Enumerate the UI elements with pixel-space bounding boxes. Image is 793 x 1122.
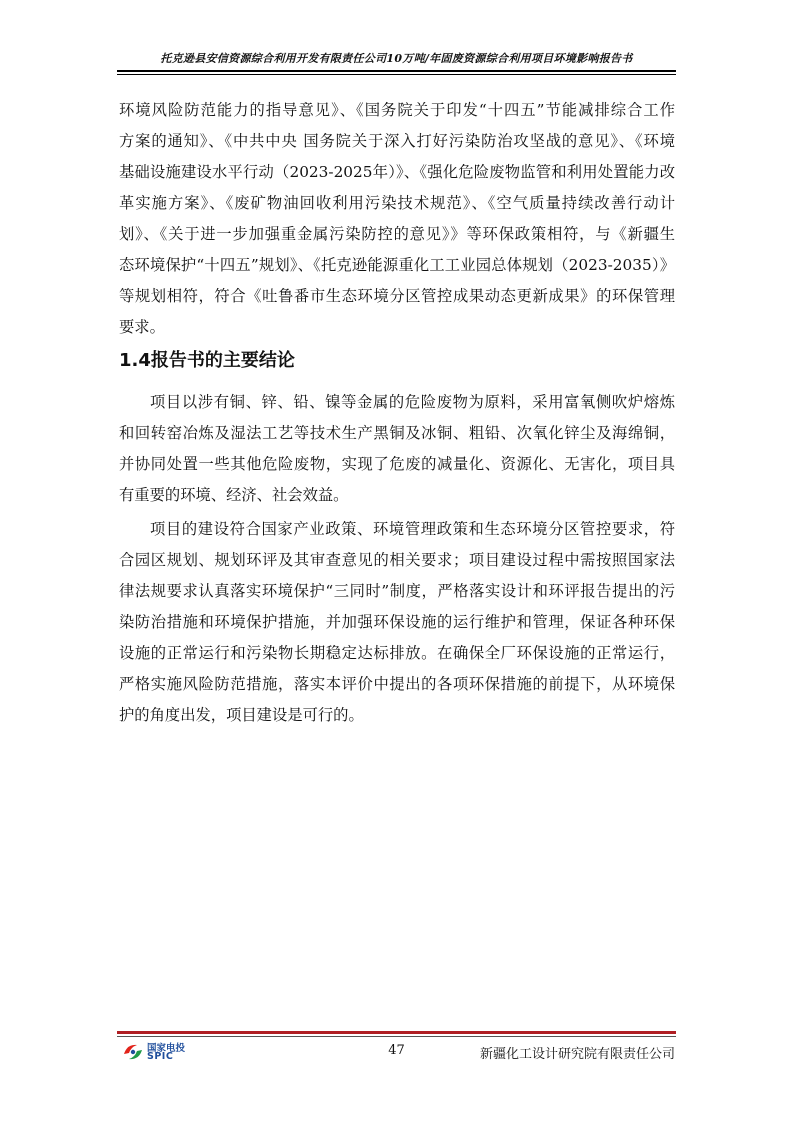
- header-divider-thin: [117, 74, 676, 75]
- logo-text-cn: 国家电投: [147, 1043, 186, 1054]
- intro-line: 等规划相符，符合《吐鲁番市生态环境分区管控成果动态更新成果》的环保管理: [119, 287, 675, 305]
- section-heading: 1.4报告书的主要结论: [119, 350, 295, 371]
- intro-line: 要求。: [119, 318, 165, 336]
- conclusion-paragraph-2: [119, 514, 675, 731]
- page-number: 47: [388, 1043, 405, 1058]
- intro-line: 基础设施建设水平行动（2023-2025年）》、《强化危险废物监管和利用处置能力改: [119, 163, 675, 181]
- intro-line: 革实施方案》、《废矿物油回收利用污染技术规范》、《空气质量持续改善行动计: [119, 194, 675, 212]
- logo-text-en: SPIC: [147, 1051, 174, 1062]
- running-header-title: 托克逊县安信资源综合利用开发有限责任公司10万吨/年固废资源综合利用项目环境影响报告书: [160, 52, 633, 65]
- footer-organization: 新疆化工设计研究院有限责任公司: [479, 1047, 675, 1062]
- footer-divider-red: [117, 1031, 676, 1034]
- intro-line: 态环境保护“十四五”规划》、《托克逊能源重化工工业园总体规划（2023-2035）》: [119, 256, 675, 274]
- paragraph-line: 项目的建设符合国家产业政策、环境管理政策和生态环境分区管控要求，符: [150, 520, 675, 538]
- header-divider-thick: [117, 70, 676, 72]
- footer-divider-thin: [117, 1036, 676, 1037]
- paragraph-line: 设施的正常运行和污染物长期稳定达标排放。在确保全厂环保设施的正常运行，: [119, 644, 675, 662]
- paragraph-line: 染防治措施和环境保护措施，并加强环保设施的运行维护和管理，保证各种环保: [119, 613, 675, 631]
- paragraph-line: 和回转窑冶炼及湿法工艺等技术生产黑铜及冰铜、粗铅、次氧化锌尘及海绵铜，: [119, 424, 675, 442]
- intro-line: 方案的通知》、《中共中央 国务院关于深入打好污染防治攻坚战的意见》、《环境: [119, 132, 675, 150]
- intro-paragraph: [119, 95, 675, 343]
- conclusion-paragraph-1: [119, 387, 675, 511]
- paragraph-line: 有重要的环境、经济、社会效益。: [119, 486, 349, 504]
- paragraph-line: 护的角度出发，项目建设是可行的。: [119, 706, 364, 724]
- paragraph-line: 律法规要求认真落实环境保护“三同时”制度，严格落实设计和环评报告提出的污: [119, 582, 675, 600]
- paragraph-line: 严格实施风险防范措施，落实本评价中提出的各项环保措施的前提下，从环境保: [119, 675, 675, 693]
- paragraph-line: 合园区规划、规划环评及其审查意见的相关要求；项目建设过程中需按照国家法: [119, 551, 675, 569]
- paragraph-line: 项目以涉有铜、锌、铅、镍等金属的危险废物为原料，采用富氧侧吹炉熔炼: [150, 393, 675, 411]
- paragraph-line: 并协同处置一些其他危险废物，实现了危废的减量化、资源化、无害化，项目具: [119, 455, 675, 473]
- intro-line: 划》、《关于进一步加强重金属污染防控的意见》》等环保政策相符，与《新疆生: [119, 225, 675, 243]
- intro-line: 环境风险防范能力的指导意见》、《国务院关于印发“十四五”节能减排综合工作: [119, 101, 675, 119]
